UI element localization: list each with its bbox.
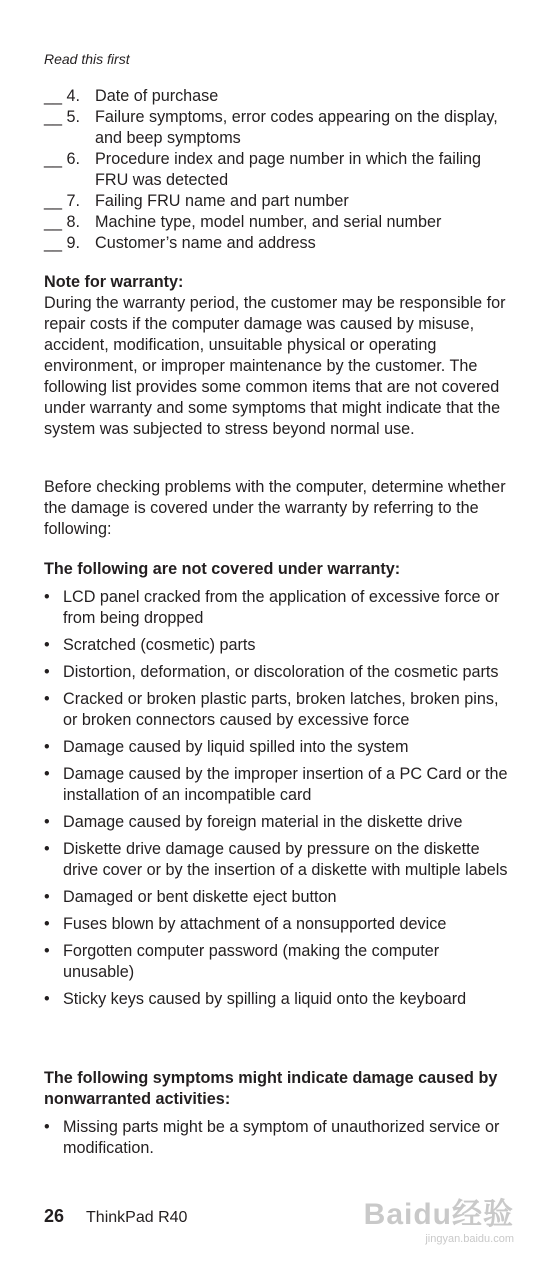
list-item-text: LCD panel cracked from the application of excessive force or from being dropped xyxy=(63,588,500,627)
checklist-number: __ 4. xyxy=(44,87,81,105)
list-item: • Damage caused by the improper insertion of a PC Card or the installation of an incompatible card xyxy=(44,764,514,806)
watermark-logo-text: Baidu经验 xyxy=(363,1198,514,1231)
checklist-text: Customer’s name and address xyxy=(95,234,316,252)
list-item: • Cracked or broken plastic parts, broken latches, broken pins, or broken connectors caused by excessive force xyxy=(44,689,514,731)
list-item-text: Distortion, deformation, or discoloration of the cosmetic parts xyxy=(63,663,499,681)
checklist-item xyxy=(44,107,514,149)
list-item-text: Damaged or bent diskette eject button xyxy=(63,888,337,906)
list-item-text: Diskette drive damage caused by pressure on the diskette drive cover or by the insertion of a diskette with multiple labels xyxy=(63,840,508,879)
running-header: Read this first xyxy=(44,51,130,67)
not-covered-section xyxy=(44,559,514,1016)
list-item-text: Damage caused by the improper insertion of a PC Card or the installation of an incompatible card xyxy=(63,765,508,804)
list-item: • Scratched (cosmetic) parts xyxy=(44,635,514,656)
checklist-text: Procedure index and page number in which the failing FRU was detected xyxy=(95,150,482,189)
checklist-number: __ 8. xyxy=(44,213,81,231)
checklist-item xyxy=(44,233,514,254)
page-number: 26 xyxy=(44,1206,65,1226)
list-item: • Damage caused by liquid spilled into the system xyxy=(44,737,514,758)
list-item: • Missing parts might be a symptom of unauthorized service or modification. xyxy=(44,1117,514,1159)
list-item-text: Missing parts might be a symptom of unauthorized service or modification. xyxy=(63,1118,500,1157)
list-item-text: Cracked or broken plastic parts, broken latches, broken pins, or broken connectors caused by excessive force xyxy=(63,690,499,729)
list-item: • Sticky keys caused by spilling a liquid onto the keyboard xyxy=(44,989,514,1010)
list-item: • Fuses blown by attachment of a nonsupported device xyxy=(44,914,514,935)
watermark-logo xyxy=(364,1198,514,1246)
symptoms-heading: The following symptoms might indicate damage caused by nonwarranted activities: xyxy=(44,1069,498,1108)
page-footer xyxy=(44,1206,187,1228)
warranty-note-section xyxy=(44,272,514,440)
watermark-url: jingyan.baidu.com xyxy=(425,1233,514,1245)
list-item: • LCD panel cracked from the application of excessive force or from being dropped xyxy=(44,587,514,629)
checklist-text: Failing FRU name and part number xyxy=(95,192,349,210)
list-item: • Forgotten computer password (making the computer unusable) xyxy=(44,941,514,983)
warranty-note-paragraph: During the warranty period, the customer may be responsible for repair costs if the computer damage was caused by misuse, accident, modification, unsuitable physical or operating environment, or improper maintenance by the customer. The following list provides some common items that are not covered under warranty and some symptoms that might indicate that the system was subjected to stress beyond normal use. xyxy=(44,294,506,438)
list-item-text: Damage caused by foreign material in the diskette drive xyxy=(63,813,463,831)
book-title: ThinkPad R40 xyxy=(86,1209,188,1226)
checklist-item xyxy=(44,212,514,233)
symptoms-list xyxy=(44,1117,514,1159)
checklist-item xyxy=(44,191,514,212)
checklist-text: Date of purchase xyxy=(95,87,219,105)
list-item-text: Sticky keys caused by spilling a liquid onto the keyboard xyxy=(63,990,467,1008)
checklist-text: Failure symptoms, error codes appearing on the display, and beep symptoms xyxy=(95,108,498,147)
checklist-number: __ 5. xyxy=(44,108,81,126)
checklist-number: __ 9. xyxy=(44,234,81,252)
not-covered-list xyxy=(44,587,514,1010)
list-item-text: Fuses blown by attachment of a nonsupported device xyxy=(63,915,447,933)
list-item-text: Damage caused by liquid spilled into the system xyxy=(63,738,409,756)
checklist-number: __ 7. xyxy=(44,192,81,210)
list-item: • Damage caused by foreign material in the diskette drive xyxy=(44,812,514,833)
list-item-text: Scratched (cosmetic) parts xyxy=(63,636,256,654)
list-item-text: Forgotten computer password (making the computer unusable) xyxy=(63,942,440,981)
not-covered-heading: The following are not covered under warranty: xyxy=(44,560,401,578)
checklist-item xyxy=(44,86,514,107)
warranty-note-heading: Note for warranty: xyxy=(44,273,184,291)
list-item: • Damaged or bent diskette eject button xyxy=(44,887,514,908)
list-item: • Distortion, deformation, or discoloration of the cosmetic parts xyxy=(44,662,514,683)
checklist-number: __ 6. xyxy=(44,150,81,168)
checklist-text: Machine type, model number, and serial number xyxy=(95,213,442,231)
warranty-instructions: Before checking problems with the computer, determine whether the damage is covered under the warranty by referring to the following: xyxy=(44,478,506,538)
list-item: • Diskette drive damage caused by pressure on the diskette drive cover or by the insertion of a diskette with multiple labels xyxy=(44,839,514,881)
checklist xyxy=(44,86,514,254)
checklist-item xyxy=(44,149,514,191)
symptoms-section xyxy=(44,1068,514,1165)
